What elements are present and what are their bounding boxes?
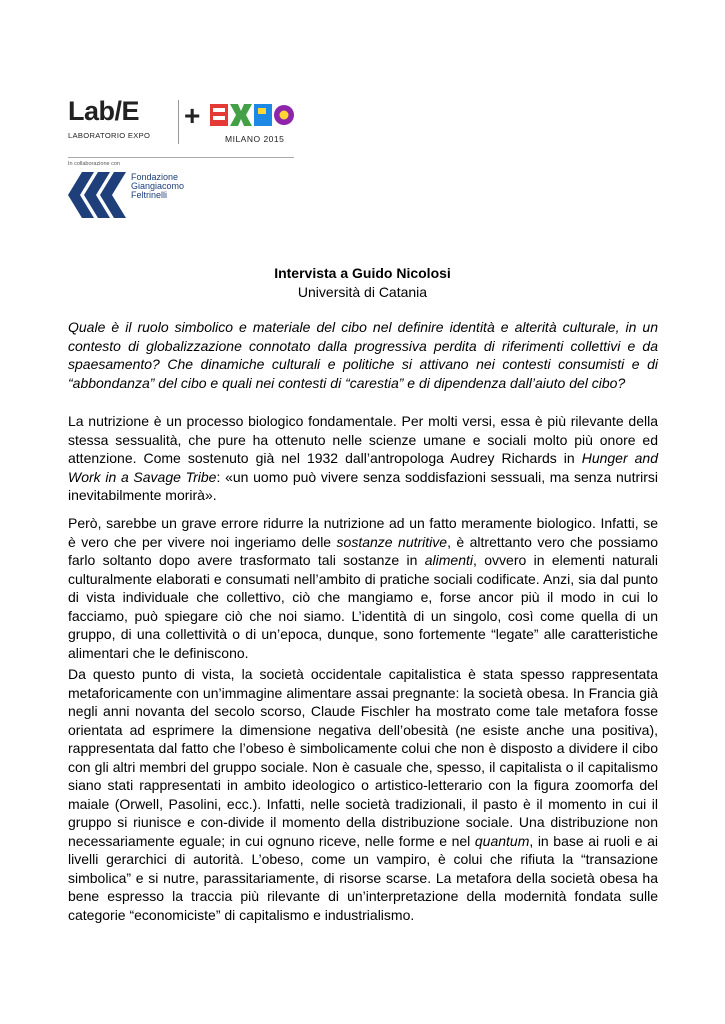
paragraph-1-text-b: : «un uomo può vivere senza soddisfazioni sessuali, ma senza nutrirsi inevitabilmente morirà». xyxy=(68,468,658,503)
header-rule xyxy=(68,157,294,158)
paragraph-2-italic-2: alimenti xyxy=(424,552,474,568)
lab-expo-logo xyxy=(68,92,178,152)
milano-2015-label: MILANO 2015 xyxy=(225,134,285,144)
paragraph-3-text-a: Da questo punto di vista, la società occidentale capitalistica è stata spesso rappresentata metaforicamente con un’immagine alimentare assai pregnante: la società obesa. In Francia già negli anni novanta del secolo scorso, Claude Fischler ha mostrato come tale metafora fosse orientata ad esprimere la dimensione negativa dell’obesità (ne esiste anche una positiva), rappresentata dal fatto che l’obeso è simbolicamente colui che non è disposto a dividere il cibo con gli altri membri del gruppo sociale. Non è casuale che, spesso, il capitalista o il capitalismo siano stati rappresentati in ambito ideologico o artistico-letterario con la figura zoomorfa del maiale (Orwell, Pasolini, ecc.). Infatti, nelle società tradizionali, il pasto è il momento in cui il gruppo si riunisce e con-divide il momento della distribuzione sociale. Una distribuzione non necessariamente eguale; in cui ognuno riceve, nelle forme e nel xyxy=(68,666,658,849)
interview-title: Intervista a Guido Nicolosi xyxy=(274,265,451,281)
paragraph-3-text-b: , in base ai ruoli e ai livelli gerarchici di autorità. L’obeso, come un vampiro, è colui che rifiuta la “transazione simbolica” e si nutre, parassitariamente, di risorse scarse. La metafora della società obesa ha bene espresso la traccia più rilevante di un’interpretazione della modernità fondata sulle categorie “economiciste” di capitalismo e industrialismo. xyxy=(68,832,658,923)
paragraph-2-text-c: , ovvero in elementi naturali culturalmente elaborati e consumati nell’ambito di pratiche sociali codificate. Anzi, sia dal punto di vista individuale che collettivo, ciò che mangiamo e, forse ancor più il modo in cui lo facciamo, può spiegare ciò che noi siamo. L’identità di un singolo, così come quella di un gruppo, di una collettività o di un’epoca, dunque, sono fortemente “legate” alle caratteristiche alimentari che le definiscono. xyxy=(68,552,659,661)
interview-affiliation: Università di Catania xyxy=(297,284,428,300)
lab-logo-word: Lab/E xyxy=(68,96,140,126)
logo-divider xyxy=(178,100,179,144)
feltrinelli-logo-icon xyxy=(68,172,126,218)
paragraph-2 xyxy=(68,514,658,662)
interview-question: Quale è il ruolo simbolico e materiale del cibo nel definire identità e alterità culturale, in un contesto di globalizzazione connotato dalla progressiva perdita di riferimenti collettivi e da spaesamento? Che dinamiche culturali e politiche si attivano nei contesti consumisti e di “abbondanza” del cibo e quali nei contesti di “carestia” e di dipendenza dall’aiuto del cibo? xyxy=(68,319,658,391)
paragraph-1-text-a: La nutrizione è un processo biologico fondamentale. Per molti versi, essa è più rilevante della stessa sessualità, che pure ha ottenuto nelle scienze umane e sociali molto più onore ed attenzione. Come sostenuto già nel 1932 dall’antropologa Audrey Richards in xyxy=(68,413,658,466)
paragraph-1-book-title: Hunger and Work in a Savage Tribe xyxy=(68,450,658,485)
expo-logo-icon xyxy=(210,102,294,128)
paragraph-2-text-b: , è altrettanto vero che possiamo farlo soltanto dopo avere trasformato tali sostanze in xyxy=(68,533,658,568)
paragraph-1 xyxy=(68,412,658,505)
paragraph-3 xyxy=(68,665,658,924)
collaboration-label: In collaborazione con xyxy=(68,161,120,167)
feltrinelli-name: Fondazione Giangiacomo Feltrinelli xyxy=(131,172,185,200)
paragraph-3-italic-1: quantum xyxy=(474,832,530,849)
plus-sign: + xyxy=(184,100,201,131)
paragraph-2-italic-1: sostanze nutritive xyxy=(336,533,448,550)
paragraph-2-text-a: Però, sarebbe un grave errore ridurre la nutrizione ad un fatto meramente biologico. Infatti, se è vero che per vivere noi ingeriamo delle xyxy=(68,515,658,550)
header-logos xyxy=(68,92,294,154)
lab-logo-subtitle: LABORATORIO EXPO xyxy=(68,131,151,140)
